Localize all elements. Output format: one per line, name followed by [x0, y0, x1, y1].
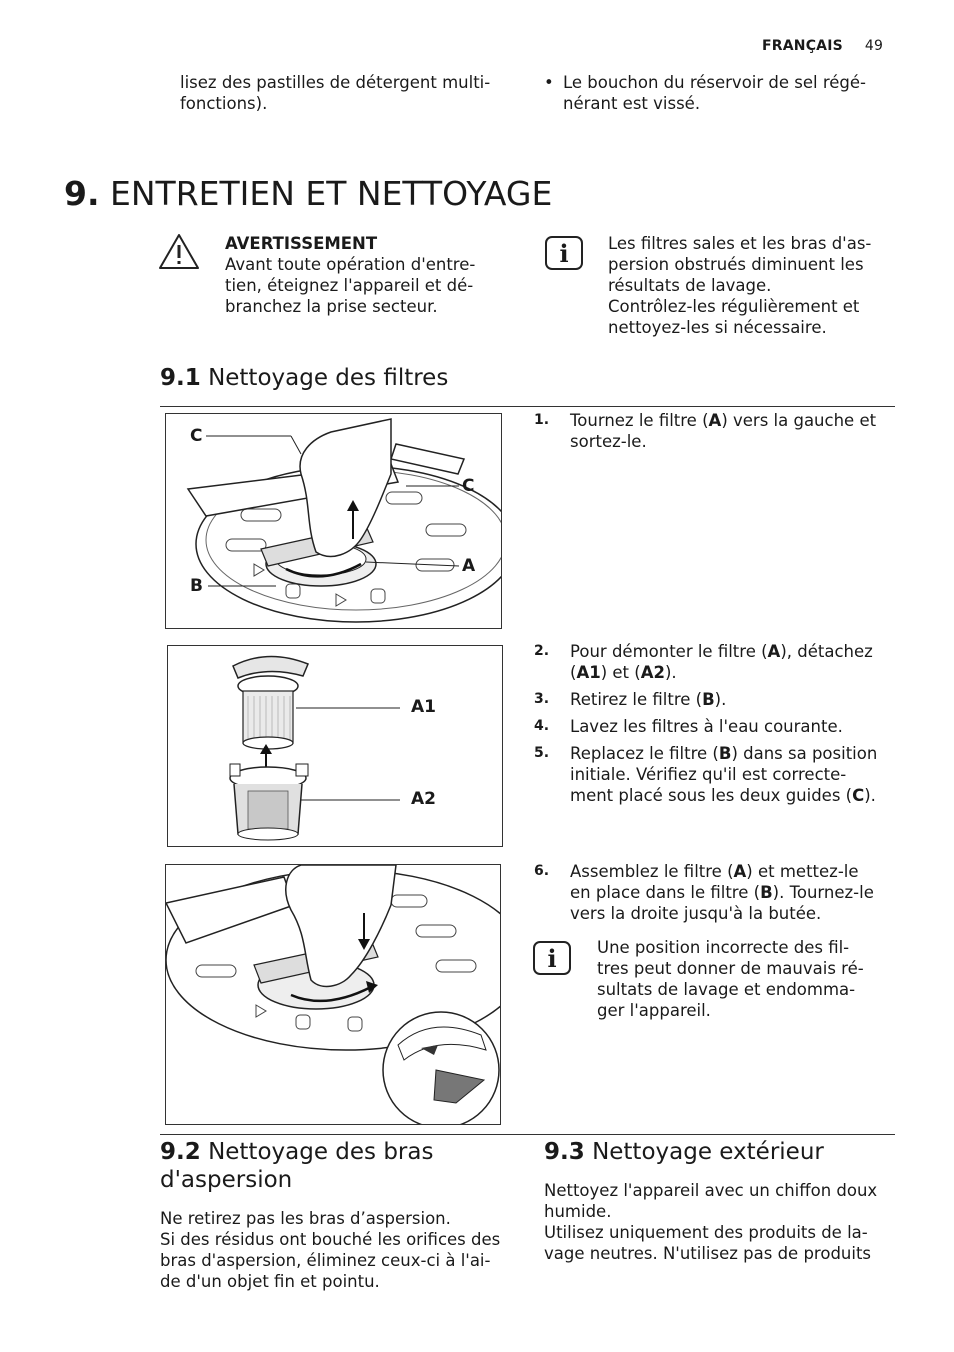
figure-filter-removal — [165, 413, 502, 629]
section-number: 9.1 — [160, 365, 201, 391]
filter-assembly-illustration — [166, 865, 500, 1124]
chapter-heading — [64, 174, 552, 214]
step-2 — [534, 641, 896, 683]
steps-2-5 — [534, 641, 896, 812]
step-4 — [534, 716, 896, 737]
step-text: Lavez les filtres à l'eau courante. — [570, 717, 843, 736]
step-text: Assemblez le filtre (A) et mettez-le en place dans le filtre (B). Tournez-le vers la droite jusqu'à la butée. — [570, 862, 874, 923]
step-number: 2. — [534, 643, 550, 659]
label-c-right: C — [462, 476, 475, 496]
label-c-left: C — [190, 426, 203, 446]
info-text: Les filtres sales et les bras d'as- persion obstrués diminuent les résultats de lavage. Contrôlez-les régulièrement et nettoyez-les si nécessaire. — [608, 234, 872, 337]
section-title: Nettoyage des bras d'aspersion — [160, 1139, 434, 1193]
warning-text: Avant toute opération d'entre- tien, éteignez l'appareil et dé- branchez la prise secteur. — [225, 255, 476, 316]
section-heading-9-2 — [160, 1138, 520, 1194]
filter-removal-illustration — [166, 414, 501, 628]
label-a1: A1 — [411, 697, 436, 717]
filter-parts-illustration — [168, 646, 502, 846]
section-text-9-2: Ne retirez pas les bras d’aspersion. Si des résidus ont bouché les orifices des bras d'aspersion, éliminez ceux-ci à l'ai- de d'un objet fin et pointu. — [160, 1209, 501, 1291]
step-1 — [534, 410, 896, 452]
warning-triangle-icon — [158, 232, 200, 270]
page-number: 49 — [864, 38, 884, 54]
step-6 — [534, 861, 896, 924]
section-title: Nettoyage des filtres — [208, 365, 449, 391]
step-3 — [534, 689, 896, 710]
section-number: 9.2 — [160, 1139, 201, 1165]
warning-title: AVERTISSEMENT — [225, 234, 378, 253]
page-header — [762, 38, 883, 54]
section-title: Nettoyage extérieur — [592, 1139, 824, 1165]
step-text: Pour démonter le filtre (A), détachez (A1) et (A2). — [570, 642, 873, 682]
section-rule — [160, 406, 895, 407]
chapter-title: ENTRETIEN ET NETTOYAGE — [110, 174, 553, 213]
step-text: Replacez le filtre (B) dans sa position initiale. Vérifiez qu'il est correcte- ment placé sous les deux guides (C). — [570, 744, 878, 805]
bullet-dot: • — [544, 73, 554, 92]
info-icon: i — [533, 941, 571, 975]
section-heading-9-1 — [160, 364, 448, 392]
bullet-item — [544, 72, 894, 114]
section-heading-9-3 — [544, 1138, 824, 1166]
steps-1 — [534, 410, 896, 458]
step-number: 5. — [534, 745, 550, 761]
continued-text: lisez des pastilles de détergent multi- fonctions). — [180, 73, 491, 113]
info-text-2: Une position incorrecte des fil- tres peut donner de mauvais ré- sultats de lavage et endomma- ger l'appareil. — [597, 938, 864, 1020]
step-text: Tournez le filtre (A) vers la gauche et sortez-le. — [570, 411, 877, 451]
info-icon: i — [545, 236, 583, 270]
step-number: 6. — [534, 863, 550, 879]
step-number: 4. — [534, 718, 550, 734]
header-section: FRANÇAIS — [762, 38, 843, 54]
label-a: A — [462, 556, 476, 576]
step-number: 3. — [534, 691, 550, 707]
label-b: B — [190, 576, 203, 596]
section-rule-bottom — [160, 1134, 895, 1135]
section-number: 9.3 — [544, 1139, 585, 1165]
step-5 — [534, 743, 896, 806]
figure-filter-parts — [167, 645, 503, 847]
label-a2: A2 — [411, 789, 436, 809]
figure-filter-assembly — [165, 864, 501, 1125]
section-text-9-3: Nettoyez l'appareil avec un chiffon doux humide. Utilisez uniquement des produits de la- vage neutres. N'utilisez pas de produits — [544, 1181, 878, 1263]
steps-6 — [534, 861, 896, 930]
step-text: Retirez le filtre (B). — [570, 690, 727, 709]
bullet-text: Le bouchon du réservoir de sel régé- nérant est vissé. — [563, 73, 867, 113]
chapter-number: 9. — [64, 174, 100, 213]
warning-block — [225, 233, 525, 317]
step-number: 1. — [534, 412, 550, 428]
